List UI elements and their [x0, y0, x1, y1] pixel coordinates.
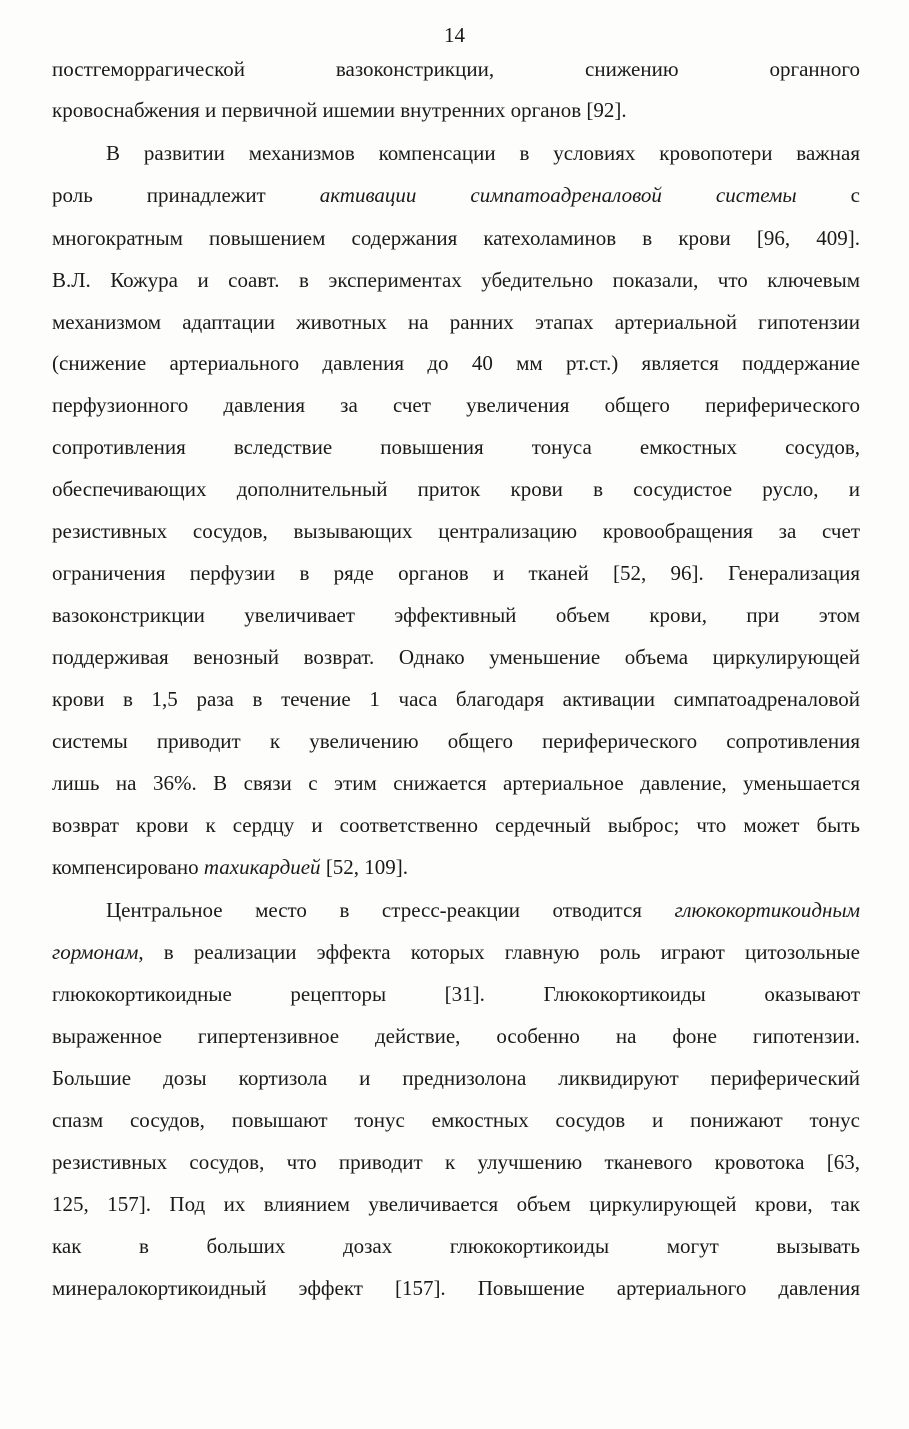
text-segment: глюкокортикоидные рецепторы [31]. Глюкокортикоиды оказывают — [52, 982, 860, 1006]
text-line — [52, 1105, 860, 1135]
text-segment: минералокортикоидный эффект [157]. Повышение артериального давления — [52, 1276, 860, 1300]
text-segment: перфузионного давления за счет увеличения общего периферического — [52, 393, 860, 417]
text-segment: резистивных сосудов, что приводит к улучшению тканевого кровотока [63, — [52, 1150, 860, 1174]
text-line — [52, 684, 860, 714]
text-line — [52, 265, 860, 295]
italic-text: активации симпатоадреналовой системы — [319, 183, 797, 207]
text-segment: системы приводит к увеличению общего периферического сопротивления — [52, 729, 860, 753]
text-line — [52, 516, 860, 546]
text-segment: Большие дозы кортизола и преднизолона ликвидируют периферический — [52, 1066, 860, 1090]
text-segment: В.Л. Кожура и соавт. в экспериментах убедительно показали, что ключевым — [52, 268, 860, 292]
text-segment: ограничения перфузии в ряде органов и тканей [52, 96]. Генерализация — [52, 561, 860, 585]
text-line — [52, 558, 860, 588]
text-segment: сопротивления вследствие повышения тонуса емкостных сосудов, — [52, 435, 860, 459]
text-segment: [52, 109]. — [320, 855, 409, 879]
text-line — [52, 348, 860, 378]
italic-text: тахикардией — [203, 855, 321, 879]
text-line — [52, 642, 860, 672]
text-segment: лишь на 36%. В связи с этим снижается артериальное давление, уменьшается — [52, 771, 860, 795]
text-segment: В развитии механизмов компенсации в условиях кровопотери важная — [106, 141, 860, 165]
text-line — [52, 474, 860, 504]
text-segment: крови в 1,5 раза в течение 1 часа благодаря активации симпатоадреналовой — [52, 687, 860, 711]
text-line — [52, 852, 860, 882]
text-line — [52, 54, 860, 84]
text-segment: , в реализации эффекта которых главную роль играют цитозольные — [138, 940, 860, 964]
text-line — [52, 600, 860, 630]
text-line — [52, 432, 860, 462]
text-line — [52, 1273, 860, 1303]
text-segment: (снижение артериального давления до 40 мм рт.ст.) является поддержание — [52, 351, 860, 375]
italic-text: гормонам — [52, 940, 139, 964]
text-segment: 125, 157]. Под их влиянием увеличивается объем циркулирующей крови, так — [52, 1192, 860, 1216]
text-line — [106, 895, 860, 925]
text-line — [52, 223, 860, 253]
text-segment: кровоснабжения и первичной ишемии внутренних органов [92]. — [52, 98, 627, 122]
text-line — [52, 937, 860, 967]
text-line — [52, 1147, 860, 1177]
text-segment: как в больших дозах глюкокортикоиды могут вызывать — [52, 1234, 860, 1258]
text-segment: роль принадлежит — [52, 183, 320, 207]
page-number: 14 — [444, 23, 465, 47]
text-segment: возврат крови к сердцу и соответственно сердечный выброс; что может быть — [52, 813, 860, 837]
text-segment: Центральное место в стресс-реакции отводится — [106, 898, 675, 922]
text-line — [52, 95, 860, 125]
text-segment: вазоконстрикции увеличивает эффективный объем крови, при этом — [52, 603, 860, 627]
text-segment: резистивных сосудов, вызывающих централизацию кровообращения за счет — [52, 519, 860, 543]
text-line — [52, 307, 860, 337]
text-line — [52, 1189, 860, 1219]
text-segment: спазм сосудов, повышают тонус емкостных сосудов и понижают тонус — [52, 1108, 860, 1132]
text-segment: с — [796, 183, 860, 207]
text-line — [52, 726, 860, 756]
text-line — [52, 1231, 860, 1261]
text-segment: постгеморрагической вазоконстрикции, снижению органного — [52, 57, 860, 81]
text-segment: обеспечивающих дополнительный приток крови в сосудистое русло, и — [52, 477, 860, 501]
text-line — [52, 1063, 860, 1093]
text-line — [52, 1021, 860, 1051]
text-segment: выраженное гипертензивное действие, особенно на фоне гипотензии. — [52, 1024, 860, 1048]
text-line — [52, 768, 860, 798]
text-segment: многократным повышением содержания катехоламинов в крови [96, 409]. — [52, 226, 860, 250]
text-line — [52, 979, 860, 1009]
text-segment: компенсировано — [52, 855, 204, 879]
text-line — [52, 810, 860, 840]
text-line — [52, 180, 860, 210]
text-segment: поддерживая венозный возврат. Однако уменьшение объема циркулирующей — [52, 645, 860, 669]
text-segment: механизмом адаптации животных на ранних этапах артериальной гипотензии — [52, 310, 860, 334]
italic-text: глюкокортикоидным — [674, 898, 860, 922]
text-line — [52, 390, 860, 420]
text-line — [106, 138, 860, 168]
